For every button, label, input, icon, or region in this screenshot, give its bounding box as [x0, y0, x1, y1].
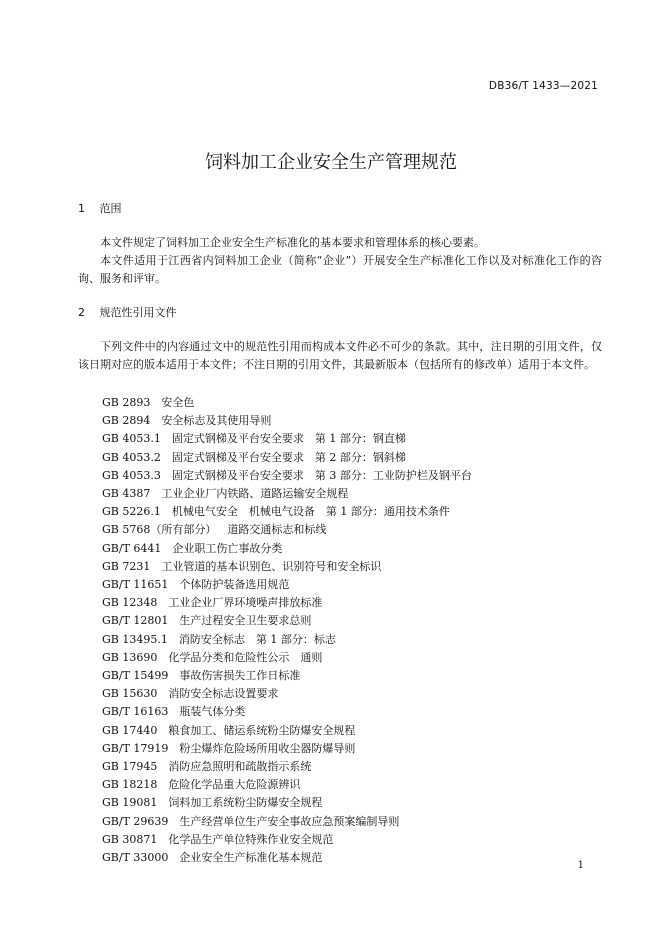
reference-code: GB 4387: [102, 487, 151, 501]
reference-item: [102, 776, 472, 794]
reference-title: 工业企业厂界环境噪声排放标准: [168, 596, 323, 610]
reference-title: 企业安全生产标准化基本规范: [179, 851, 323, 865]
reference-code: GB 13690: [102, 650, 158, 664]
references-intro-paragraph: 下列文件中的内容通过文中的规范性引用而构成本文件必不可少的条款。其中，注日期的引用文件，仅该日期对应的版本适用于本文件；不注日期的引用文件，其最新版本（包括所有的修改单）适用于本文件。: [78, 340, 602, 371]
document-title: 饲料加工企业安全生产管理规范: [205, 152, 457, 173]
reference-code: GB 2893: [102, 396, 151, 409]
reference-code: GB 15630: [102, 687, 158, 701]
reference-title: 消防应急照明和疏散指示系统: [168, 760, 312, 774]
reference-code: GB 13495.1: [102, 632, 168, 646]
reference-item: [102, 430, 472, 448]
section-title: 范围: [99, 202, 122, 215]
reference-title: 工业企业厂内铁路、道路运输安全规程: [161, 487, 349, 501]
reference-item: [102, 503, 472, 521]
reference-code: GB/T 15499: [102, 669, 169, 683]
reference-title: 安全标志及其使用导则: [161, 414, 272, 428]
section-number: 1: [78, 202, 85, 215]
reference-item: [102, 540, 472, 558]
reference-title: 固定式钢梯及平台安全要求 第 1 部分：钢直梯: [171, 432, 406, 446]
section-title: 规范性引用文件: [99, 306, 177, 319]
reference-title: 消防安全标志 第 1 部分：标志: [178, 632, 336, 646]
reference-item: [102, 667, 472, 685]
reference-code: GB 12348: [102, 596, 158, 610]
reference-item: [102, 740, 472, 758]
reference-title: 机械电气安全 机械电气设备 第 1 部分：通用技术条件: [171, 505, 450, 519]
reference-item: [102, 612, 472, 630]
reference-item: [102, 813, 472, 831]
scope-paragraph-1: 本文件规定了饲料加工企业安全生产标准化的基本要求和管理体系的核心要素。: [100, 236, 485, 249]
reference-title: 饲料加工系统粉尘防爆安全规程: [168, 796, 323, 810]
reference-code: GB 4053.3: [102, 468, 161, 482]
section-heading-scope: [78, 200, 122, 216]
reference-code: GB 19081: [102, 796, 158, 810]
reference-title: 消防安全标志设置要求: [168, 687, 279, 701]
reference-code: GB/T 17919: [102, 741, 169, 755]
reference-item: [102, 521, 472, 539]
reference-item: [102, 412, 472, 430]
reference-code: GB 5768（所有部分）: [102, 523, 217, 537]
reference-list: [102, 394, 472, 867]
reference-title: 事故伤害损失工作日标准: [179, 669, 301, 683]
reference-code: GB/T 6441: [102, 541, 162, 555]
reference-item: [102, 649, 472, 667]
reference-item: [102, 576, 472, 594]
reference-code: GB 17945: [102, 760, 158, 774]
reference-item: [102, 449, 472, 467]
reference-title: 生产经营单位生产安全事故应急预案编制导则: [179, 814, 400, 828]
reference-code: GB/T 12801: [102, 614, 169, 628]
reference-item: [102, 631, 472, 649]
reference-item: [102, 558, 472, 576]
reference-code: GB 4053.2: [102, 450, 161, 464]
reference-item: [102, 594, 472, 612]
reference-title: 粉尘爆炸危险场所用收尘器防爆导则: [179, 741, 356, 755]
reference-item: [102, 722, 472, 740]
reference-code: GB 30871: [102, 832, 158, 846]
reference-title: 工业管道的基本识别色、识别符号和安全标识: [161, 559, 382, 573]
reference-code: GB 2894: [102, 414, 151, 428]
reference-item: [102, 849, 472, 867]
reference-title: 危险化学品重大危险源辨识: [168, 778, 301, 792]
reference-title: 道路交通标志和标线: [227, 523, 327, 537]
reference-item: [102, 467, 472, 485]
reference-code: GB 18218: [102, 778, 158, 792]
reference-item: [102, 831, 472, 849]
reference-item: [102, 703, 472, 721]
reference-title: 粮食加工、储运系统粉尘防爆安全规程: [168, 723, 356, 737]
section-heading-references: [78, 304, 177, 320]
reference-title: 安全色: [161, 396, 195, 409]
page-number: 1: [577, 860, 584, 871]
reference-code: GB 5226.1: [102, 505, 161, 519]
reference-item: [102, 394, 472, 412]
reference-item: [102, 758, 472, 776]
reference-code: GB/T 33000: [102, 851, 169, 865]
reference-item: [102, 685, 472, 703]
reference-title: 化学品生产单位特殊作业安全规范: [168, 832, 334, 846]
reference-item: [102, 794, 472, 812]
reference-code: GB/T 29639: [102, 814, 169, 828]
reference-code: GB 17440: [102, 723, 158, 737]
reference-code: GB/T 11651: [102, 578, 169, 592]
reference-title: 固定式钢梯及平台安全要求 第 3 部分：工业防护栏及钢平台: [171, 468, 472, 482]
reference-item: [102, 485, 472, 503]
reference-title: 瓶装气体分类: [179, 705, 246, 719]
reference-code: GB 7231: [102, 559, 151, 573]
scope-paragraph-2: 本文件适用于江西省内饲料加工企业（简称“企业”）开展安全生产标准化工作以及对标准化工作的咨询、服务和评审。: [78, 254, 602, 285]
reference-title: 化学品分类和危险性公示 通则: [168, 650, 323, 664]
reference-title: 固定式钢梯及平台安全要求 第 2 部分：钢斜梯: [171, 450, 406, 464]
reference-code: GB 4053.1: [102, 432, 161, 446]
reference-title: 个体防护装备选用规范: [179, 578, 290, 592]
document-number: DB36/T 1433—2021: [488, 80, 598, 92]
reference-title: 生产过程安全卫生要求总则: [179, 614, 312, 628]
reference-title: 企业职工伤亡事故分类: [172, 541, 283, 555]
reference-code: GB/T 16163: [102, 705, 169, 719]
section-number: 2: [78, 306, 85, 319]
